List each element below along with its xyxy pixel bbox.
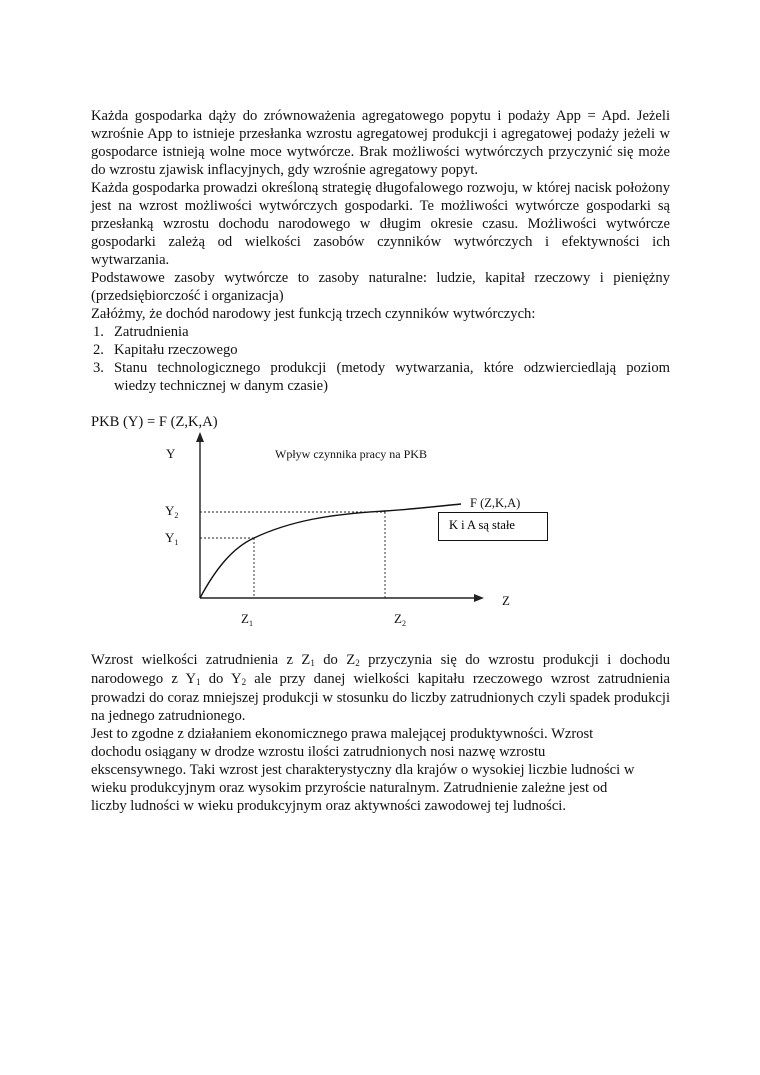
production-curve <box>200 504 461 598</box>
z1-label: $Z_1$ <box>241 611 253 628</box>
document-body <box>91 107 670 431</box>
y-axis-arrow-icon <box>196 432 204 442</box>
paragraph-assumption: Załóżmy, że dochód narodowy jest funkcją trzech czynników wytwórczych: <box>91 306 536 322</box>
paragraph-diminishing-returns: Jest to zgodne z działaniem ekonomicznego prawa malejącej produktywności. Wzrost dochodu osiągany w drodze wzrostu ilości zatrudnionych nosi nazwę wzrostu ekscensywnego. Taki wzrost jest charakterystyczny dla krajów o wysokiej liczbie ludności w wieku produkcyjnym oraz wysokim przyroście naturalnym. Zatrudnienie zależne jest od liczby ludności w wieku produkcyjnym oraz aktywności zawodowej tej ludności. <box>91 726 635 814</box>
factors-list <box>91 323 670 395</box>
y1-label: $Y_1$ <box>165 530 179 547</box>
y-axis-label: Y <box>166 446 176 461</box>
note-box: K i A są stałe <box>438 512 548 541</box>
lower-text <box>91 651 670 815</box>
curve-label: F (Z,K,A) <box>470 496 521 510</box>
x-axis-arrow-icon <box>474 594 484 602</box>
x-axis-label: Z <box>502 593 510 608</box>
z2-label: $Z_2$ <box>394 611 406 628</box>
paragraph-employment-growth: Wzrost wielkości zatrudnienia z $Z_1$ do $Z_2$ przyczynia się do wzrostu produkcji i dochodu narodowego z $Y_1$ do $Y_2$ ale przy danej wielkości kapitału rzeczowego wzrost zatrudnienia prowadzi do coraz mniejszej produkcji w stosunku do liczby zatrudnionych czyli spadek produkcji na jednego zatrudnionego. <box>91 652 670 724</box>
list-item: 3. Stanu technologicznego produkcji (metody wytwarzania, które odzwierciedlają poziom wiedzy technicznej w danym czasie) <box>93 360 670 394</box>
diagram-title: Wpływ czynnika pracy na PKB <box>275 447 427 461</box>
list-item: 2. Kapitału rzeczowego <box>93 342 238 358</box>
formula: PKB (Y) = F (Z,K,A) <box>91 414 218 430</box>
y2-label: $Y_2$ <box>165 503 179 520</box>
paragraph-production-resources: Podstawowe zasoby wytwórcze to zasoby naturalne: ludzie, kapitał rzeczowy i pieniężny (przedsiębiorczość i organizacja) <box>91 270 670 304</box>
paragraph-long-term-strategy: Każda gospodarka prowadzi określoną strategię długofalowego rozwoju, w której nacisk położony jest na wzrost możliwości wytwórczych gospodarki. Te możliwości wytwórcze gospodarki są przesłanką wzrostu dochodu narodowego w długim okresie czasu. Możliwości wytwórcze gospodarki zależą od wielkości zasobów czynników wytwórczych i efektywności ich wytwarzania. <box>91 180 670 268</box>
paragraph-aggregate-demand: Każda gospodarka dąży do zrównoważenia agregatowego popytu i podaży App = Apd. Jeżeli wzrośnie App to istnieje przesłanka wzrostu agregatowej produkcji i agregatowej podaży jeżeli w gospodarce istnieją wolne moce wytwórcze. Brak możliwości wytwórczych przyczynić się może do wzrostu zjawisk inflacyjnych, gdy wzrośnie agregatowy popyt. <box>91 108 670 178</box>
list-item: 1. Zatrudnienia <box>93 324 189 340</box>
